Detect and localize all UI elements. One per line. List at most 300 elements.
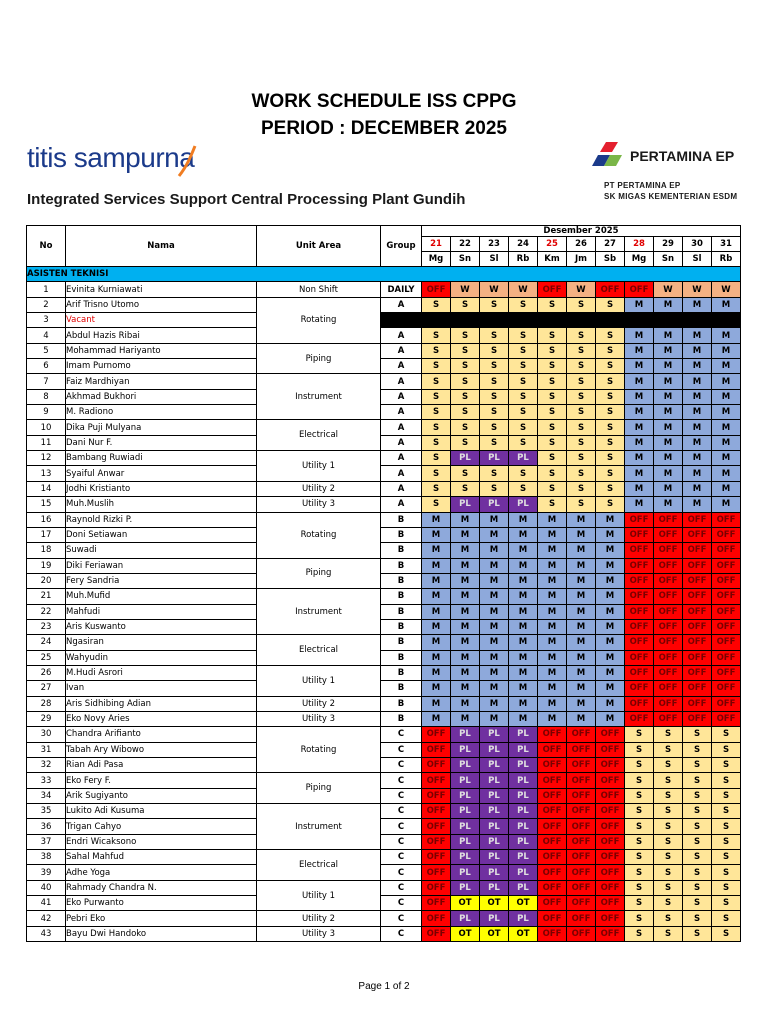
shift-cell: M (683, 451, 712, 466)
shift-cell: OFF (683, 650, 712, 665)
unit-area: Piping (257, 343, 381, 374)
date-header: 30 (683, 237, 712, 252)
shift-cell: OFF (654, 650, 683, 665)
table-row (27, 466, 741, 481)
shift-cell: S (538, 374, 567, 389)
shift-cell: S (596, 466, 625, 481)
shift-cell: PL (480, 758, 509, 773)
group-cell: A (381, 451, 422, 466)
shift-cell: S (538, 451, 567, 466)
shift-cell: S (596, 328, 625, 343)
shift-cell: M (509, 696, 538, 711)
shift-cell: W (451, 282, 480, 297)
shift-cell: M (509, 604, 538, 619)
shift-cell: OFF (567, 865, 596, 880)
shift-cell: S (712, 926, 741, 941)
group-cell: B (381, 543, 422, 558)
row-number: 14 (27, 481, 66, 496)
shift-cell: OFF (422, 911, 451, 926)
row-number: 11 (27, 435, 66, 450)
shift-cell: M (683, 343, 712, 358)
shift-cell: M (509, 619, 538, 634)
row-number: 20 (27, 573, 66, 588)
shift-cell: OFF (625, 573, 654, 588)
shift-cell: M (480, 619, 509, 634)
employee-name: Rahmady Chandra N. (66, 880, 257, 895)
shift-cell: M (683, 466, 712, 481)
row-number: 35 (27, 804, 66, 819)
table-row (27, 619, 741, 634)
date-header: 28 (625, 237, 654, 252)
shift-cell: PL (451, 451, 480, 466)
shift-cell: M (654, 420, 683, 435)
shift-cell: S (509, 297, 538, 312)
group-cell: A (381, 497, 422, 512)
shift-cell: S (683, 850, 712, 865)
group-cell: B (381, 512, 422, 527)
pertamina-sub-2: SK MIGAS KEMENTERIAN ESDM (604, 192, 738, 201)
shift-cell: M (567, 573, 596, 588)
shift-cell: OFF (596, 911, 625, 926)
shift-cell: S (683, 742, 712, 757)
shift-cell: OT (451, 896, 480, 911)
employee-name: Lukito Adi Kusuma (66, 804, 257, 819)
shift-cell: S (625, 850, 654, 865)
shift-cell: OFF (683, 558, 712, 573)
shift-cell: OFF (683, 527, 712, 542)
shift-cell: M (567, 665, 596, 680)
group-cell: B (381, 681, 422, 696)
employee-name: M.Hudi Asrori (66, 665, 257, 680)
table-row (27, 665, 741, 680)
shift-cell: OFF (538, 758, 567, 773)
shift-cell: OFF (712, 589, 741, 604)
table-row (27, 711, 741, 726)
unit-area: Rotating (257, 297, 381, 343)
shift-cell: PL (509, 804, 538, 819)
shift-cell: M (683, 481, 712, 496)
table-row (27, 328, 741, 343)
table-row (27, 880, 741, 895)
shift-cell: M (683, 374, 712, 389)
shift-cell: M (567, 512, 596, 527)
shift-cell: M (509, 635, 538, 650)
shift-cell: PL (451, 758, 480, 773)
shift-cell: OFF (712, 696, 741, 711)
shift-cell: M (451, 650, 480, 665)
table-row (27, 527, 741, 542)
shift-cell: S (654, 758, 683, 773)
shift-cell: S (422, 297, 451, 312)
shift-cell: S (625, 834, 654, 849)
employee-name: Ivan (66, 681, 257, 696)
shift-cell: OFF (538, 896, 567, 911)
shift-cell: S (567, 451, 596, 466)
shift-cell: M (712, 343, 741, 358)
shift-cell: OFF (567, 880, 596, 895)
weekday-header: Km (538, 252, 567, 267)
shift-cell: OFF (538, 834, 567, 849)
date-header: 27 (596, 237, 625, 252)
group-cell: B (381, 696, 422, 711)
shift-cell: PL (451, 834, 480, 849)
shift-cell: S (480, 374, 509, 389)
shift-cell: S (625, 896, 654, 911)
shift-cell: M (654, 343, 683, 358)
shift-cell: M (712, 481, 741, 496)
shift-cell: OFF (538, 788, 567, 803)
shift-cell: S (567, 435, 596, 450)
shift-cell: M (509, 711, 538, 726)
group-cell: A (381, 328, 422, 343)
shift-cell: S (422, 435, 451, 450)
shift-cell: S (451, 359, 480, 374)
table-row (27, 635, 741, 650)
shift-cell: M (451, 589, 480, 604)
table-row (27, 435, 741, 450)
shift-cell: S (422, 359, 451, 374)
date-header: 23 (480, 237, 509, 252)
shift-cell: M (538, 619, 567, 634)
shift-cell: OFF (596, 788, 625, 803)
shift-cell: S (712, 804, 741, 819)
shift-cell: M (480, 650, 509, 665)
group-cell: A (381, 481, 422, 496)
shift-cell: S (509, 359, 538, 374)
shift-cell: M (480, 696, 509, 711)
shift-cell: M (625, 359, 654, 374)
shift-cell: S (625, 865, 654, 880)
shift-cell: M (596, 696, 625, 711)
table-row (27, 804, 741, 819)
table-row (27, 359, 741, 374)
row-number: 6 (27, 359, 66, 374)
group-cell: C (381, 834, 422, 849)
shift-cell: M (480, 589, 509, 604)
date-header: 21 (422, 237, 451, 252)
row-number: 25 (27, 650, 66, 665)
shift-cell: M (480, 558, 509, 573)
shift-cell: M (422, 512, 451, 527)
shift-cell: OFF (422, 282, 451, 297)
shift-cell: PL (480, 819, 509, 834)
row-number: 15 (27, 497, 66, 512)
shift-cell: OFF (654, 619, 683, 634)
shift-cell: S (567, 497, 596, 512)
shift-cell: M (451, 681, 480, 696)
shift-cell: M (451, 543, 480, 558)
shift-cell: S (480, 359, 509, 374)
shift-cell: S (654, 773, 683, 788)
employee-name: Evinita Kurniawati (66, 282, 257, 297)
shift-cell: M (625, 389, 654, 404)
shift-cell: M (480, 512, 509, 527)
shift-cell: S (654, 804, 683, 819)
employee-name: Syaiful Anwar (66, 466, 257, 481)
shift-cell: S (567, 481, 596, 496)
shift-cell: M (567, 527, 596, 542)
shift-cell: S (683, 865, 712, 880)
shift-cell: M (509, 527, 538, 542)
shift-cell: PL (451, 819, 480, 834)
shift-cell: M (596, 589, 625, 604)
group-cell: B (381, 711, 422, 726)
row-number: 1 (27, 282, 66, 297)
shift-cell: S (712, 819, 741, 834)
shift-cell: S (625, 788, 654, 803)
shift-cell: S (422, 389, 451, 404)
table-row (27, 543, 741, 558)
shift-cell: OFF (422, 819, 451, 834)
shift-cell: M (654, 374, 683, 389)
shift-cell: OFF (625, 665, 654, 680)
row-number: 7 (27, 374, 66, 389)
shift-cell: S (683, 788, 712, 803)
row-number: 28 (27, 696, 66, 711)
shift-cell: M (451, 619, 480, 634)
shift-cell: OFF (712, 604, 741, 619)
shift-cell: PL (451, 497, 480, 512)
shift-cell: S (654, 819, 683, 834)
shift-cell: M (596, 650, 625, 665)
date-header: 22 (451, 237, 480, 252)
employee-name: Chandra Arifianto (66, 727, 257, 742)
plant-subtitle: Integrated Services Support Central Processing Plant Gundih (27, 191, 466, 208)
employee-name: Raynold Rizki P. (66, 512, 257, 527)
shift-cell: M (625, 481, 654, 496)
table-row (27, 420, 741, 435)
row-number: 13 (27, 466, 66, 481)
group-cell: B (381, 635, 422, 650)
shift-cell: M (625, 374, 654, 389)
unit-area: Utility 2 (257, 696, 381, 711)
row-number: 40 (27, 880, 66, 895)
shift-cell: M (567, 604, 596, 619)
shift-cell: OFF (625, 711, 654, 726)
group-cell: A (381, 343, 422, 358)
month-header: Desember 2025 (422, 226, 741, 237)
shift-cell: PL (480, 834, 509, 849)
shift-cell: PL (509, 819, 538, 834)
row-number: 38 (27, 850, 66, 865)
shift-cell: S (596, 435, 625, 450)
shift-cell: S (509, 389, 538, 404)
schedule-table (26, 225, 741, 942)
shift-cell: S (654, 850, 683, 865)
shift-cell: S (480, 435, 509, 450)
shift-cell: OFF (683, 635, 712, 650)
shift-cell: M (480, 543, 509, 558)
shift-cell: M (567, 711, 596, 726)
shift-cell: OFF (422, 865, 451, 880)
shift-cell: M (422, 635, 451, 650)
shift-cell: S (712, 896, 741, 911)
employee-name: M. Radiono (66, 405, 257, 420)
shift-cell: PL (509, 911, 538, 926)
shift-cell: S (422, 481, 451, 496)
table-row (27, 374, 741, 389)
table-row (27, 282, 741, 297)
shift-cell: M (683, 297, 712, 312)
employee-name: Aris Kuswanto (66, 619, 257, 634)
shift-cell: PL (451, 880, 480, 895)
shift-cell: S (654, 865, 683, 880)
shift-cell: S (683, 834, 712, 849)
weekday-header: Sl (480, 252, 509, 267)
row-number: 26 (27, 665, 66, 680)
shift-cell: OFF (712, 527, 741, 542)
shift-cell: S (451, 297, 480, 312)
shift-cell: M (654, 389, 683, 404)
shift-cell: S (596, 405, 625, 420)
shift-cell: M (538, 696, 567, 711)
row-number: 27 (27, 681, 66, 696)
shift-cell: OFF (625, 512, 654, 527)
row-number: 24 (27, 635, 66, 650)
shift-cell: S (596, 389, 625, 404)
shift-cell: OFF (654, 527, 683, 542)
shift-cell: S (509, 481, 538, 496)
group-cell: C (381, 926, 422, 941)
shift-cell: PL (480, 788, 509, 803)
group-cell: A (381, 420, 422, 435)
unit-area: Utility 2 (257, 481, 381, 496)
col-header-nama: Nama (66, 226, 257, 267)
shift-cell: S (712, 850, 741, 865)
employee-name: Vacant (66, 313, 257, 328)
shift-cell: S (451, 435, 480, 450)
shift-cell: M (538, 573, 567, 588)
employee-name: Rian Adi Pasa (66, 758, 257, 773)
shift-cell: M (712, 466, 741, 481)
shift-cell: W (567, 282, 596, 297)
shift-cell: S (596, 343, 625, 358)
shift-cell: OFF (683, 665, 712, 680)
shift-cell: OFF (596, 896, 625, 911)
section-label: ASISTEN TEKNISI (27, 267, 741, 282)
shift-cell: S (654, 788, 683, 803)
shift-cell: OFF (538, 865, 567, 880)
row-number: 22 (27, 604, 66, 619)
group-cell: A (381, 297, 422, 312)
row-number: 5 (27, 343, 66, 358)
shift-cell: PL (509, 850, 538, 865)
table-row (27, 297, 741, 312)
table-row (27, 343, 741, 358)
shift-cell: S (480, 297, 509, 312)
employee-name: Trigan Cahyo (66, 819, 257, 834)
shift-cell: S (654, 727, 683, 742)
group-cell: C (381, 865, 422, 880)
shift-cell: S (451, 420, 480, 435)
shift-cell: S (422, 405, 451, 420)
page-footer: Page 1 of 2 (358, 981, 410, 992)
shift-cell: M (480, 527, 509, 542)
row-number: 39 (27, 865, 66, 880)
pertamina-ep-logo (592, 138, 752, 208)
row-number: 18 (27, 543, 66, 558)
shift-cell: OFF (538, 850, 567, 865)
unit-area: Piping (257, 773, 381, 804)
shift-cell: M (683, 420, 712, 435)
shift-cell: M (509, 543, 538, 558)
shift-cell: OFF (712, 665, 741, 680)
shift-cell: M (712, 405, 741, 420)
employee-name: Sahal Mahfud (66, 850, 257, 865)
shift-cell: M (625, 451, 654, 466)
employee-name: Mahfudi (66, 604, 257, 619)
shift-cell: M (480, 635, 509, 650)
shift-cell: PL (480, 727, 509, 742)
shift-cell: M (683, 405, 712, 420)
shift-cell: PL (509, 880, 538, 895)
shift-cell: PL (509, 788, 538, 803)
shift-cell: PL (480, 880, 509, 895)
shift-cell: OFF (422, 804, 451, 819)
shift-cell: OFF (625, 619, 654, 634)
shift-cell: OFF (683, 573, 712, 588)
shift-cell: M (596, 512, 625, 527)
shift-cell: M (654, 451, 683, 466)
unit-area: Rotating (257, 727, 381, 773)
shift-cell: M (538, 527, 567, 542)
employee-name: Ngasiran (66, 635, 257, 650)
shift-cell: PL (480, 804, 509, 819)
shift-cell: S (567, 374, 596, 389)
shift-cell: M (625, 343, 654, 358)
shift-cell: PL (509, 773, 538, 788)
employee-name: Pebri Eko (66, 911, 257, 926)
shift-cell: OFF (538, 742, 567, 757)
shift-cell: S (509, 466, 538, 481)
group-cell: B (381, 650, 422, 665)
pertamina-ep-name: PERTAMINA EP (630, 148, 735, 164)
shift-cell: M (538, 711, 567, 726)
shift-cell: PL (451, 850, 480, 865)
shift-cell: M (625, 328, 654, 343)
shift-cell: M (451, 696, 480, 711)
table-row (27, 911, 741, 926)
shift-cell: M (480, 604, 509, 619)
shift-cell: S (654, 896, 683, 911)
shift-cell: M (712, 451, 741, 466)
shift-cell: PL (451, 773, 480, 788)
shift-cell: S (683, 926, 712, 941)
table-row (27, 865, 741, 880)
shift-cell: S (422, 497, 451, 512)
shift-cell: M (422, 589, 451, 604)
row-number: 36 (27, 819, 66, 834)
shift-cell: OFF (654, 543, 683, 558)
shift-cell: OFF (567, 911, 596, 926)
shift-cell: PL (451, 804, 480, 819)
shift-cell: M (596, 573, 625, 588)
unit-area: Instrument (257, 589, 381, 635)
shift-cell: OT (509, 896, 538, 911)
group-cell: C (381, 880, 422, 895)
row-number: 31 (27, 742, 66, 757)
shift-cell: OFF (654, 681, 683, 696)
weekday-header: Rb (712, 252, 741, 267)
weekday-header: Sn (654, 252, 683, 267)
employee-name: Dani Nur F. (66, 435, 257, 450)
shift-cell: M (480, 711, 509, 726)
shift-cell: OFF (654, 573, 683, 588)
titis-sampurna-logo (27, 142, 197, 182)
shift-cell: S (654, 880, 683, 895)
shift-cell: M (596, 604, 625, 619)
unit-area: Non Shift (257, 282, 381, 297)
